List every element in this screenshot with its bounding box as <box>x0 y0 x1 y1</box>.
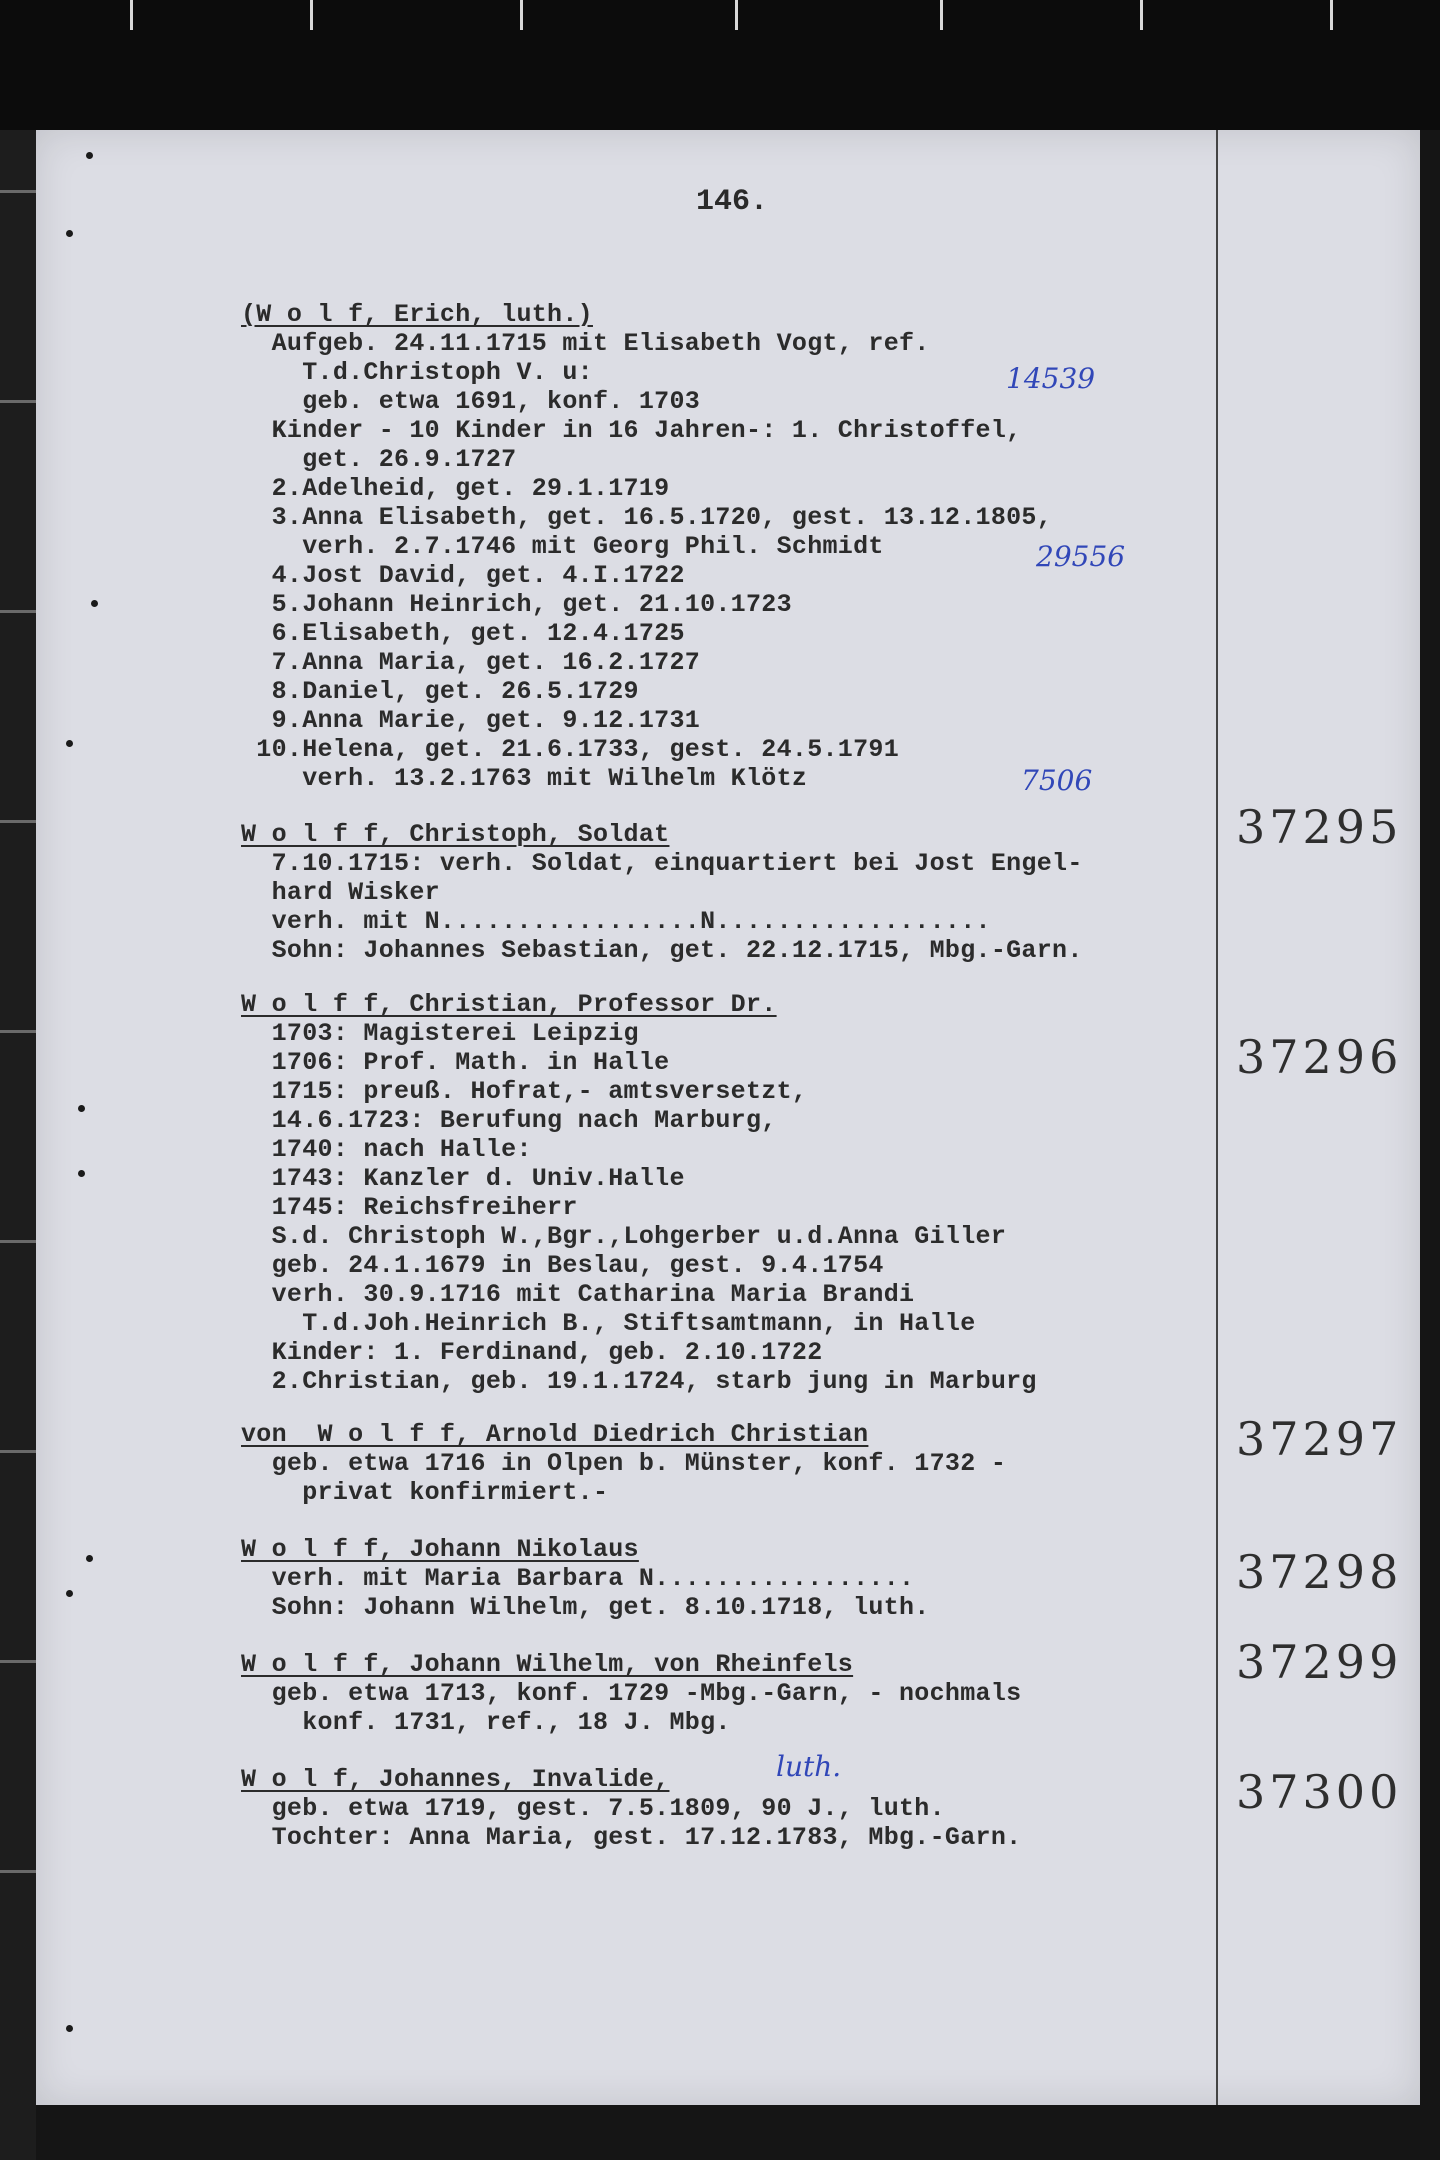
film-edge-mark <box>0 610 36 613</box>
entry-line: T.d.Christoph V. u: <box>241 358 593 387</box>
entry-line: 5.Johann Heinrich, get. 21.10.1723 <box>241 590 792 619</box>
entry-line: verh. mit N.................N.................. <box>241 907 991 936</box>
film-edge-mark <box>0 1870 36 1873</box>
punch-hole <box>66 740 73 747</box>
punch-hole <box>86 152 93 159</box>
entry-line: verh. 30.9.1716 mit Catharina Maria Brandi <box>241 1280 915 1309</box>
entry-line: 2.Adelheid, get. 29.1.1719 <box>241 474 670 503</box>
entry-line: 1745: Reichsfreiherr <box>241 1193 578 1222</box>
entry-line: 7.Anna Maria, get. 16.2.1727 <box>241 648 701 677</box>
entry-line: 8.Daniel, get. 26.5.1729 <box>241 677 639 706</box>
film-tick <box>520 0 523 30</box>
document-page <box>36 130 1420 2105</box>
entry-line: 1706: Prof. Math. in Halle <box>241 1048 670 1077</box>
entry-line: Sohn: Johann Wilhelm, get. 8.10.1718, luth. <box>241 1593 930 1622</box>
entry-line-text: W o l f f, Johann Nikolaus <box>241 1535 639 1564</box>
entry-line-text: (W o l f, Erich, luth.) <box>241 300 593 329</box>
entry-line <box>241 1535 639 1564</box>
film-edge-mark <box>0 820 36 823</box>
entry-line: verh. 13.2.1763 mit Wilhelm Klötz <box>241 764 808 793</box>
punch-hole <box>91 600 98 607</box>
entry-line: privat konfirmiert.- <box>241 1478 609 1507</box>
entry-line: Kinder - 10 Kinder in 16 Jahren-: 1. Christoffel, <box>241 416 1022 445</box>
entry-line: get. 26.9.1727 <box>241 445 517 474</box>
punch-hole <box>66 1590 73 1597</box>
entry-line: Aufgeb. 24.11.1715 mit Elisabeth Vogt, ref. <box>241 329 930 358</box>
film-tick <box>735 0 738 30</box>
entry-line: geb. etwa 1713, konf. 1729 -Mbg.-Garn, - nochmals <box>241 1679 1022 1708</box>
punch-hole <box>86 1555 93 1562</box>
punch-hole <box>66 230 73 237</box>
film-edge-left <box>0 130 36 2160</box>
handwritten-note: 14539 <box>1006 362 1096 395</box>
entry-line: Kinder: 1. Ferdinand, geb. 2.10.1722 <box>241 1338 823 1367</box>
entry-line: geb. etwa 1691, konf. 1703 <box>241 387 701 416</box>
entry-line: 9.Anna Marie, get. 9.12.1731 <box>241 706 701 735</box>
film-tick <box>310 0 313 30</box>
entry-number: 37300 <box>1236 1765 1403 1819</box>
entry-line: Sohn: Johannes Sebastian, get. 22.12.1715, Mbg.-Garn. <box>241 936 1083 965</box>
film-edge-mark <box>0 1030 36 1033</box>
entry-line: 7.10.1715: verh. Soldat, einquartiert bei Jost Engel- <box>241 849 1083 878</box>
entry-line: 3.Anna Elisabeth, get. 16.5.1720, gest. 13.12.1805, <box>241 503 1053 532</box>
film-edge-mark <box>0 1450 36 1453</box>
film-tick <box>130 0 133 30</box>
entry-line: 2.Christian, geb. 19.1.1724, starb jung in Marburg <box>241 1367 1037 1396</box>
entry-number: 37295 <box>1236 800 1403 854</box>
entry-line: geb. etwa 1716 in Olpen b. Münster, konf. 1732 - <box>241 1449 1007 1478</box>
entry-line <box>241 1420 868 1449</box>
entry-line: geb. 24.1.1679 in Beslau, gest. 9.4.1754 <box>241 1251 884 1280</box>
entry-line: 1743: Kanzler d. Univ.Halle <box>241 1164 685 1193</box>
entry-number: 37296 <box>1236 1030 1403 1084</box>
entry-line-text: von W o l f f, Arnold Diedrich Christian <box>241 1420 869 1449</box>
entry-line: S.d. Christoph W.,Bgr.,Lohgerber u.d.Anna Giller <box>241 1222 1007 1251</box>
entry-line: 10.Helena, get. 21.6.1733, gest. 24.5.1791 <box>241 735 900 764</box>
entry-line: 6.Elisabeth, get. 12.4.1725 <box>241 619 685 648</box>
entry-line: hard Wisker <box>241 878 440 907</box>
handwritten-note: 29556 <box>1036 540 1126 573</box>
entry-line-text: W o l f f, Johann Wilhelm, von Rheinfels <box>241 1650 854 1679</box>
handwritten-note: luth. <box>776 1750 842 1783</box>
entry-line-text: W o l f, Johannes, Invalide, <box>241 1765 670 1794</box>
entry-line: Tochter: Anna Maria, gest. 17.12.1783, Mbg.-Garn. <box>241 1823 1022 1852</box>
entry-line: 1703: Magisterei Leipzig <box>241 1019 639 1048</box>
entry-number: 37298 <box>1236 1545 1403 1599</box>
entry-line <box>241 300 593 329</box>
entry-number: 37299 <box>1236 1635 1403 1689</box>
handwritten-note: 7506 <box>1021 764 1093 797</box>
film-edge-mark <box>0 190 36 193</box>
entry-line-text: W o l f f, Christoph, Soldat <box>241 820 670 849</box>
entry-line <box>241 990 777 1019</box>
entry-line: T.d.Joh.Heinrich B., Stiftsamtmann, in Halle <box>241 1309 976 1338</box>
film-tick <box>1330 0 1333 30</box>
film-strip-top <box>0 0 1440 130</box>
entry-line: verh. mit Maria Barbara N................. <box>241 1564 915 1593</box>
entry-line: 14.6.1723: Berufung nach Marburg, <box>241 1106 777 1135</box>
punch-hole <box>78 1105 85 1112</box>
entry-line <box>241 820 669 849</box>
punch-hole <box>78 1170 85 1177</box>
film-edge-mark <box>0 1240 36 1243</box>
entry-line: konf. 1731, ref., 18 J. Mbg. <box>241 1708 731 1737</box>
entry-line <box>241 1765 669 1794</box>
punch-hole <box>66 2025 73 2032</box>
film-tick <box>940 0 943 30</box>
page-number: 146. <box>696 185 769 219</box>
entry-number: 37297 <box>1236 1412 1403 1466</box>
entry-line: 1715: preuß. Hofrat,- amtsversetzt, <box>241 1077 808 1106</box>
entry-line: verh. 2.7.1746 mit Georg Phil. Schmidt <box>241 532 884 561</box>
entry-line <box>241 1650 853 1679</box>
film-edge-mark <box>0 1660 36 1663</box>
entry-line-text: W o l f f, Christian, Professor Dr. <box>241 990 777 1019</box>
column-rule <box>1216 130 1218 2105</box>
entry-line: 4.Jost David, get. 4.I.1722 <box>241 561 685 590</box>
film-tick <box>1140 0 1143 30</box>
film-edge-mark <box>0 400 36 403</box>
entry-line: 1740: nach Halle: <box>241 1135 532 1164</box>
entry-line: geb. etwa 1719, gest. 7.5.1809, 90 J., luth. <box>241 1794 945 1823</box>
